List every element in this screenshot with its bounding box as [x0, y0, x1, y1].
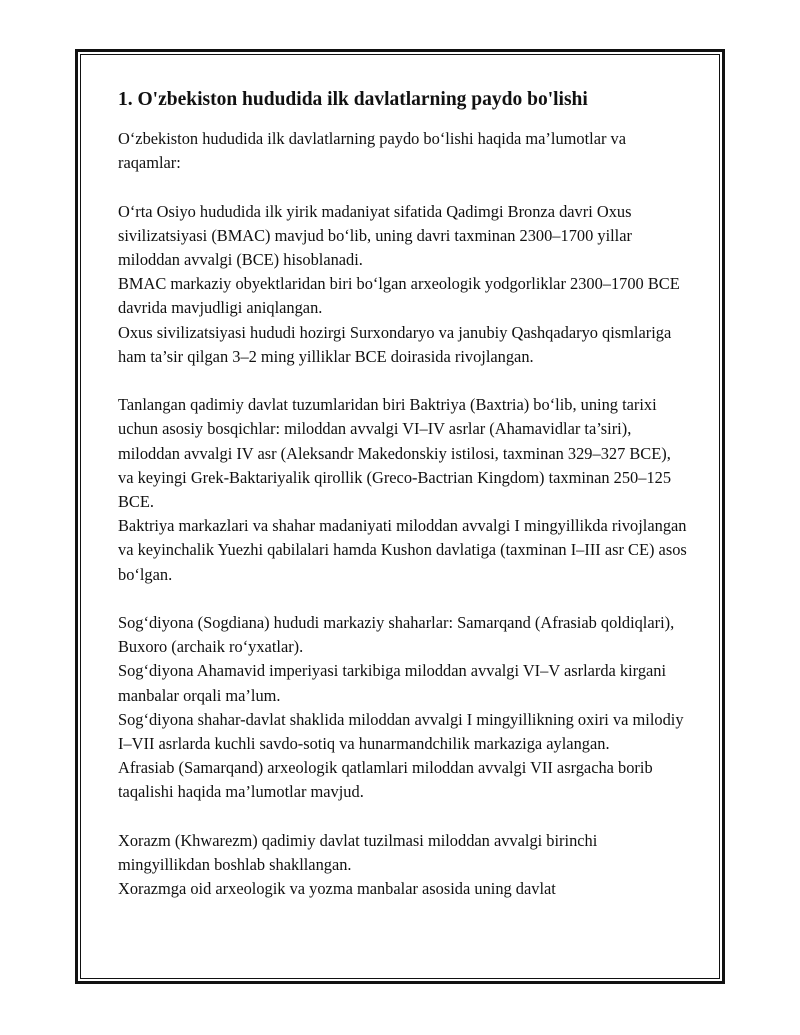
paragraph: Xorazm (Khwarezm) qadimiy davlat tuzilmasi miloddan avvalgi birinchi mingyillikdan boshlab shakllangan. [118, 830, 598, 875]
paragraph: BMAC markaziy obyektlaridan biri bo‘lgan arxeologik yodgorliklar 2300–1700 BCE davrida mavjudligi aniqlangan. [118, 274, 680, 318]
paragraph: Tanlangan qadimiy davlat tuzumlaridan biri Baktriya (Baxtria) bo‘lib, uning tarixi uchun asosiy bosqichlar: miloddan avvalgi VI–IV asrlar (Ahamavidlar ta’siri), miloddan avvalgi IV asr (Aleksandr Makedonskiy istilosi, taxminan 329–327 BCE), va keyingi Grek-Baktariyalik qirollik (Greco-Bactrian Kingdom) taxminan 250–125 BCE. [118, 395, 672, 512]
paragraph: Sog‘diyona Ahamavid imperiyasi tarkibiga miloddan avvalgi VI–V asrlarda kirgani manbalar orqali ma’lum. [118, 661, 667, 705]
paragraph: Sog‘diyona shahar-davlat shaklida miloddan avvalgi I mingyillikning oxiri va milodiy I–VII asrlarda kuchli savdo-sotiq va hunarmandchilik markaziga aylangan. [118, 709, 684, 754]
paragraph: Oxus sivilizatsiyasi hududi hozirgi Surxondaryo va janubiy Qashqadaryo qismlariga ham ta’sir qilgan 3–2 ming yilliklar BCE doirasida rivojlangan. [118, 322, 672, 366]
paragraph: O‘rta Osiyo hududida ilk yirik madaniyat sifatida Qadimgi Bronza davri Oxus sivilizatsiyasi (BMAC) mavjud bo‘lib, uning davri taxminan 2300–1700 yillar miloddan avvalgi (BCE) hisoblanadi. [118, 201, 632, 269]
paragraph: Sog‘diyona (Sogdiana) hududi markaziy shaharlar: Samarqand (Afrasiab qoldiqlari), Buxoro (archaik ro‘yxatlar). [118, 613, 675, 657]
section-gap [118, 587, 688, 611]
document-body [118, 88, 688, 901]
section-bactria [118, 393, 688, 587]
section-gap [118, 175, 688, 199]
section-gap [118, 805, 688, 829]
section-khwarezm [118, 829, 688, 902]
section-gap [118, 369, 688, 393]
paragraph: Xorazmga oid arxeologik va yozma manbalar asosida uning davlat [118, 879, 556, 899]
paragraph: Afrasiab (Samarqand) arxeologik qatlamlari miloddan avvalgi VII asrgacha borib taqalishi haqida ma’lumotlar mavjud. [118, 758, 653, 802]
intro-paragraph: O‘zbekiston hududida ilk davlatlarning paydo bo‘lishi haqida ma’lumotlar va raqamlar: [118, 129, 626, 173]
document-title: 1. O'zbekiston hududida ilk davlatlarning paydo bo'lishi [118, 89, 588, 110]
paragraph: Baktriya markazlari va shahar madaniyati miloddan avvalgi I mingyillikda rivojlangan va keyinchalik Yuezhi qabilalari hamda Kushon davlatiga (taxminan I–III asr CE) asos bo‘lgan. [118, 516, 687, 584]
section-sogdiana [118, 611, 688, 805]
section-bmac [118, 200, 688, 369]
